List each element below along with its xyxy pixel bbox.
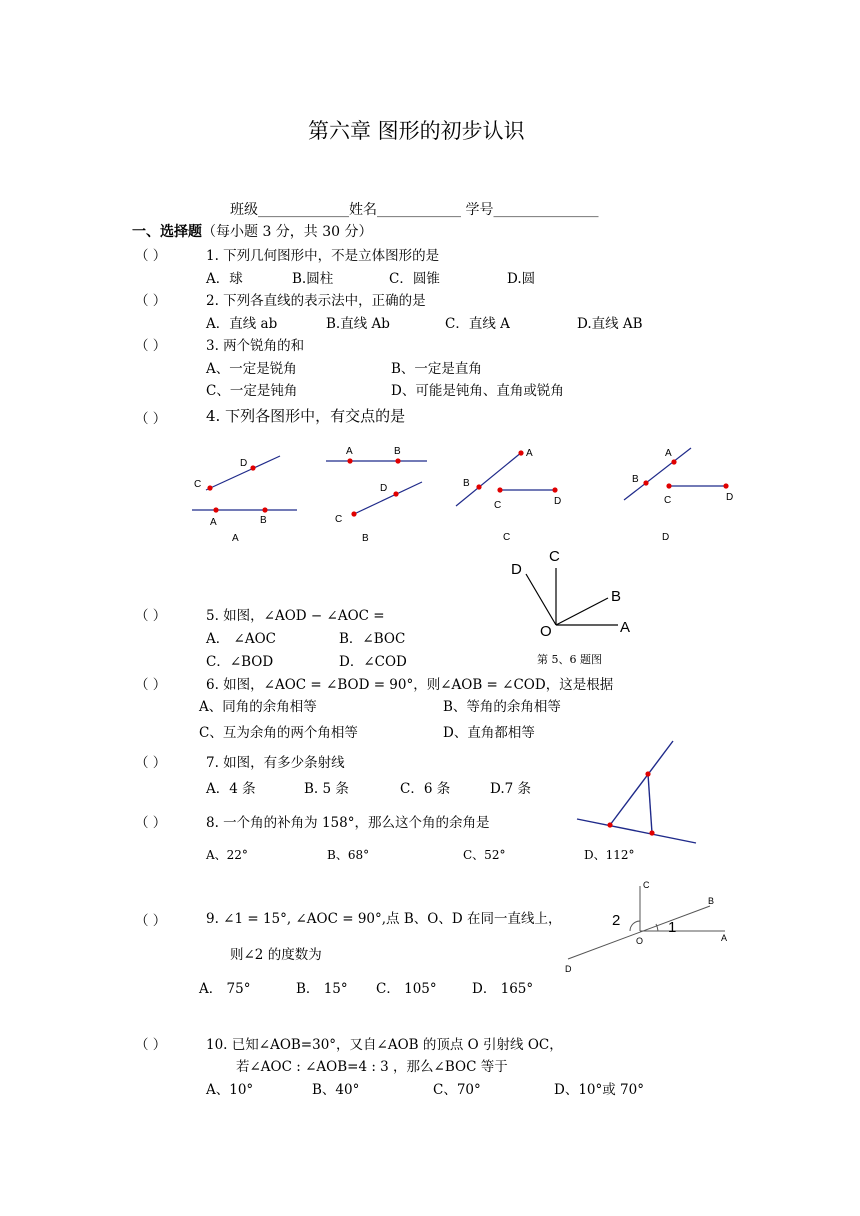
page-title: 第六章 图形的初步认识 — [308, 119, 525, 143]
ray-od — [526, 574, 556, 625]
label-o: O — [540, 623, 552, 640]
question-6-option-d: D、直角都相等 — [443, 725, 535, 741]
answer-blank-4[interactable]: （ ） — [135, 411, 167, 427]
label-b: B — [260, 515, 267, 526]
question-7-option-d: D.7 条 — [490, 781, 532, 797]
question-7-option-c: C．6 条 — [400, 781, 451, 797]
point-b — [262, 507, 267, 512]
question-3-stem: 3. 两个锐角的和 — [206, 338, 305, 354]
answer-blank-10[interactable]: （ ） — [135, 1037, 167, 1053]
figure-4a — [192, 456, 297, 544]
question-1-option-d: D.圆 — [507, 271, 536, 287]
figure-4c — [456, 448, 561, 543]
point-a — [347, 458, 352, 463]
label-d: D — [240, 458, 248, 469]
label-c: C — [494, 500, 502, 511]
answer-blank-7[interactable]: （ ） — [135, 755, 167, 771]
line-bd — [568, 906, 710, 959]
figure-4d-caption: D — [662, 532, 670, 543]
label-b: B — [708, 896, 715, 906]
question-3-option-d: D、可能是钝角、直角或锐角 — [391, 383, 564, 399]
ray-ob — [556, 598, 608, 625]
figure-4d — [624, 448, 733, 543]
point-d — [250, 465, 255, 470]
question-7-option-a: A．4 条 — [206, 781, 256, 797]
point-c — [497, 487, 502, 492]
point-right — [649, 830, 654, 835]
question-2-option-b: B.直线 Ab — [326, 316, 390, 332]
point-d — [393, 491, 398, 496]
question-6-option-a: A、同角的余角相等 — [199, 699, 317, 715]
label-b: B — [632, 474, 639, 485]
question-5-option-a: A． ∠AOC — [206, 631, 276, 647]
point-c — [351, 511, 356, 516]
question-10-stem-line-2: 若∠AOC : ∠AOB=4 : 3 ，那么∠BOC 等于 — [236, 1059, 508, 1075]
point-b — [395, 458, 400, 463]
question-3-option-a: A、一定是锐角 — [206, 361, 297, 377]
label-c: C — [643, 880, 650, 890]
question-9-option-d: D． 165° — [472, 981, 534, 997]
label-c: C — [664, 495, 672, 506]
question-5-option-b: B．∠BOC — [339, 631, 406, 647]
question-10-stem: 10. 已知∠AOB=30°，又自∠AOB 的顶点 O 引射线 OC， — [206, 1037, 563, 1053]
question-3-option-c: C、一定是钝角 — [206, 383, 298, 399]
question-2-option-d: D.直线 AB — [577, 316, 643, 332]
label-c: C — [194, 479, 202, 490]
answer-blank-2[interactable]: （ ） — [135, 293, 167, 309]
label-d: D — [554, 496, 562, 507]
figure-5-6-caption: 第 5、6 题图 — [537, 653, 602, 666]
question-3-option-b: B、一定是直角 — [391, 361, 482, 377]
question-8-option-b: B、68° — [327, 848, 370, 862]
point-top — [645, 771, 650, 776]
label-o: O — [636, 936, 644, 946]
point-c — [207, 485, 212, 490]
label-d: D — [726, 492, 734, 503]
section-heading — [132, 221, 373, 241]
point-d — [723, 483, 728, 488]
question-6-stem: 6. 如图，∠AOC = ∠BOD = 90°，则∠AOB = ∠COD，这是根据 — [206, 677, 614, 693]
question-5-stem: 5. 如图，∠AOD − ∠AOC = — [206, 608, 385, 624]
line-left — [610, 741, 673, 825]
question-1-stem: 1. 下列几何图形中，不是立体图形的是 — [206, 248, 440, 264]
label-a: A — [620, 619, 631, 636]
point-d — [552, 487, 557, 492]
label-angle-2: 2 — [612, 912, 621, 929]
question-1-option-b: B.圆柱 — [292, 271, 334, 287]
point-a — [518, 450, 523, 455]
question-4-figures — [180, 440, 760, 550]
question-5-option-c: C．∠BOD — [206, 654, 274, 670]
answer-blank-1[interactable]: （ ） — [135, 248, 167, 264]
angle-2-arc — [630, 921, 640, 931]
question-10-option-b: B、40° — [312, 1082, 360, 1098]
segment-right — [648, 774, 652, 833]
question-7-option-b: B. 5 条 — [304, 781, 349, 797]
label-d: D — [511, 561, 522, 578]
figure-9 — [560, 875, 740, 980]
question-8-stem: 8. 一个角的补角为 158°，那么这个角的余角是 — [206, 815, 490, 831]
label-d: D — [565, 964, 572, 974]
question-9-stem-line-2: 则∠2 的度数为 — [230, 947, 322, 963]
question-10-option-d: D、10°或 70° — [554, 1082, 644, 1098]
section-note: （每小题 3 分，共 30 分） — [202, 224, 373, 240]
label-c: C — [335, 514, 343, 525]
question-5-option-d: D．∠COD — [339, 654, 407, 670]
label-a: A — [526, 448, 533, 459]
label-a: A — [721, 933, 728, 943]
answer-blank-6[interactable]: （ ） — [135, 677, 167, 693]
point-a — [671, 459, 676, 464]
figure-4c-caption: C — [503, 532, 511, 543]
question-1-option-a: A．球 — [206, 271, 243, 287]
label-c: C — [549, 548, 560, 565]
answer-blank-8[interactable]: （ ） — [135, 815, 167, 831]
label-a: A — [210, 517, 217, 528]
student-info-line: 班级_____________姓名____________ 学号_______________ — [230, 202, 599, 218]
question-7-stem: 7. 如图，有多少条射线 — [206, 755, 345, 771]
figure-4b-caption: B — [362, 533, 369, 544]
question-2-option-c: C．直线 A — [445, 316, 510, 332]
label-b: B — [611, 588, 622, 605]
question-8-option-c: C、52° — [463, 848, 506, 862]
question-9-stem: 9. ∠1 = 15°, ∠AOC = 90°,点 B、O、D 在同一直线上， — [206, 911, 562, 927]
question-10-option-a: A、10° — [206, 1082, 254, 1098]
question-8-option-d: D、112° — [584, 848, 635, 862]
question-10-option-c: C、70° — [433, 1082, 481, 1098]
label-b: B — [394, 446, 401, 457]
label-d: D — [380, 483, 388, 494]
question-6-option-b: B、等角的余角相等 — [443, 699, 561, 715]
figure-7 — [570, 735, 705, 850]
question-9-option-c: C． 105° — [376, 981, 437, 997]
answer-blank-3[interactable]: （ ） — [135, 338, 167, 354]
section-title: 一、选择题 — [132, 224, 202, 240]
point-a — [213, 507, 218, 512]
point-left — [607, 822, 612, 827]
label-angle-1: 1 — [668, 919, 677, 936]
question-8-option-a: A、22° — [206, 848, 248, 862]
label-b: B — [463, 478, 470, 489]
question-2-option-a: A．直线 ab — [206, 316, 278, 332]
point-b — [476, 484, 481, 489]
question-1-option-c: C．圆锥 — [389, 271, 440, 287]
figure-4b — [326, 446, 427, 544]
label-a: A — [346, 446, 353, 457]
question-4-stem: 4. 下列各图形中，有交点的是 — [206, 407, 406, 425]
answer-blank-5[interactable]: （ ） — [135, 608, 167, 624]
question-9-option-a: A． 75° — [199, 981, 251, 997]
point-b — [643, 480, 648, 485]
question-9-option-b: B． 15° — [296, 981, 348, 997]
point-c — [666, 483, 671, 488]
figure-5-6 — [500, 543, 650, 643]
label-a: A — [665, 448, 672, 459]
question-2-stem: 2. 下列各直线的表示法中，正确的是 — [206, 293, 426, 309]
figure-4a-caption: A — [232, 533, 239, 544]
answer-blank-9[interactable]: （ ） — [135, 913, 167, 929]
question-6-option-c: C、互为余角的两个角相等 — [199, 725, 358, 741]
line-bottom — [577, 819, 696, 843]
